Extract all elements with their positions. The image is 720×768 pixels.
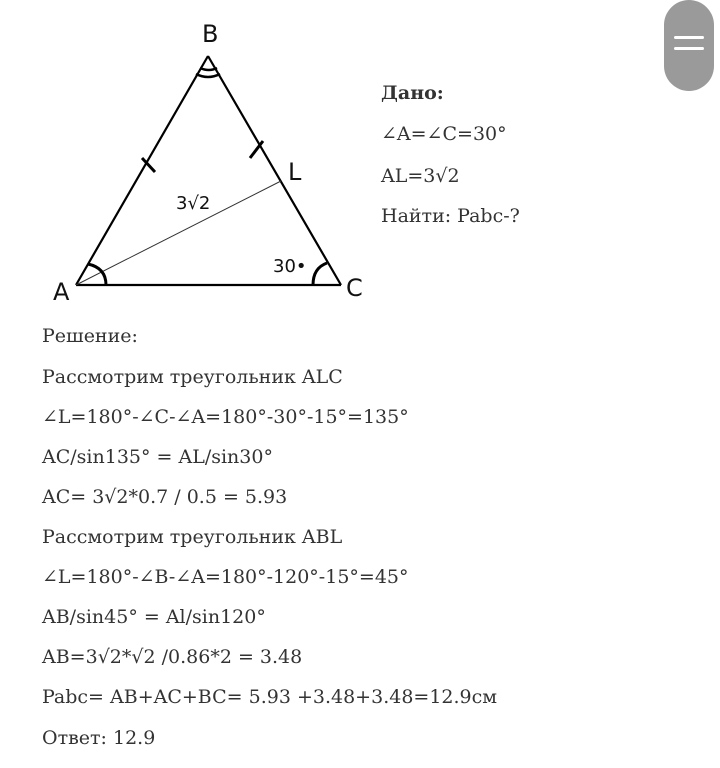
solution-heading: Решение: xyxy=(42,325,138,347)
segment-length-label: 3√2 xyxy=(176,193,211,214)
vertex-c-label: C xyxy=(346,274,363,302)
solution-line: ∠L=180°-∠B-∠A=180°-120°-15°=45° xyxy=(42,566,409,588)
angle-c-label: 30• xyxy=(273,256,307,277)
given-heading: Дано: xyxy=(381,82,444,104)
hamburger-icon xyxy=(664,0,714,91)
angle-arc-c xyxy=(313,263,327,285)
angle-arc-b-2 xyxy=(200,68,217,70)
solution-line: ∠L=180°-∠C-∠A=180°-30°-15°=135° xyxy=(42,406,409,428)
side-bc xyxy=(208,56,341,285)
find-perimeter: Найти: Pabc-? xyxy=(381,205,520,227)
solution-line: Pabc= AB+AC+BC= 5.93 +3.48+3.48=12.9см xyxy=(42,686,498,708)
solution-line: Рассмотрим треугольник ALC xyxy=(42,366,343,388)
triangle-figure xyxy=(0,0,380,310)
vertex-b-label: B xyxy=(202,20,219,48)
solution-line: AC/sin135° = AL/sin30° xyxy=(42,446,273,468)
vertex-a-label: A xyxy=(53,278,70,306)
solution-line: AC= 3√2*0.7 / 0.5 = 5.93 xyxy=(42,486,288,508)
solution-line: AB/sin45° = Al/sin120° xyxy=(42,606,266,628)
answer-line: Ответ: 12.9 xyxy=(42,727,156,749)
side-ab xyxy=(76,56,211,285)
given-angles: ∠A=∠C=30° xyxy=(381,123,507,145)
given-al: AL=3√2 xyxy=(381,165,460,187)
solution-line: AB=3√2*√2 /0.86*2 = 3.48 xyxy=(42,646,303,668)
point-l-label: L xyxy=(288,158,302,186)
menu-button[interactable] xyxy=(664,0,714,91)
angle-arc-b xyxy=(196,74,220,77)
solution-line: Рассмотрим треугольник ABL xyxy=(42,526,343,548)
